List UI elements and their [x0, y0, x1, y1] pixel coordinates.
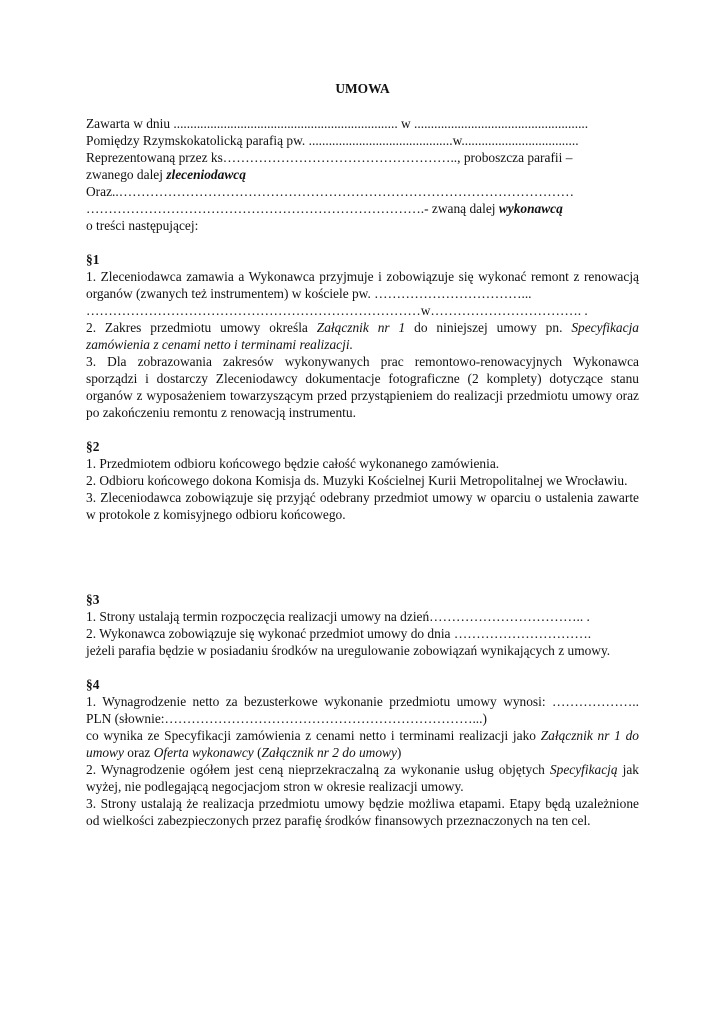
s4-p1-offer: Oferta wykonawcy [153, 745, 254, 760]
s4-p1-paren-open: ( [253, 745, 262, 760]
spacer [86, 523, 639, 574]
section-2-point-2: 2. Odbioru końcowego dokona Komisja ds. Muzyki Kościelnej Kurii Metropolitalnej we Wrocławiu. [86, 473, 628, 488]
section-3-point-2-cont: jeżeli parafia będzie w posiadaniu środków na uregulowanie zobowiązań wynikających z umowy. [86, 643, 611, 658]
section-4-heading: §4 [86, 677, 100, 692]
section-4-point-1-cont [86, 727, 639, 761]
intro-called-text: zwanego dalej [86, 167, 167, 182]
section-1-point-3: 3. Dla zobrazowania zakresów wykonywanych prac remontowo-renowacyjnych Wykonawca sporządzi i dostarczy Zleceniodawcy dokumentacje fotograficzne (2 komplety) dotyczące stanu organów z wyposażeniem towarzyszącym przed przystąpieniem do realizacji przedmiotu umowy oraz po zakończeniu remontu z renowacją instrumentu. [86, 354, 639, 420]
s1-p2-annex: Załącznik nr 1 [316, 320, 406, 335]
s4-p2-spec: Specyfikacją [549, 762, 618, 777]
client-term: zleceniodawcą [166, 167, 246, 182]
intro-date-place: Zawarta w dniu ................................................................... w .................................................... [86, 116, 589, 131]
intro-contractor-text: ………………………………………………………………….- zwaną dalej [86, 201, 499, 216]
intro-and: Oraz..………………………………………………………………………………………… [86, 184, 574, 199]
s4-p1-paren-close: ) [396, 745, 402, 760]
section-1-point-1: 1. Zleceniodawca zamawia a Wykonawca przyjmuje i zobowiązuje się wykonać remont z renowacją organów (zwanych też instrumentem) w kościele pw. ……………………………... [86, 269, 639, 301]
intro-content-following: o treści następującej: [86, 218, 199, 233]
s1-p2-text2: do niniejszej umowy pn. [405, 320, 572, 335]
document-title: UMOWA [335, 81, 390, 96]
section-2-point-3: 3. Zleceniodawca zobowiązuje się przyjąć odebrany przedmiot umowy w oparciu o ustalenia zawarte w protokole z komisyjnego odbioru końcowego. [86, 490, 639, 522]
contractor-term: wykonawcą [498, 201, 563, 216]
intro-represented-by: Reprezentowaną przez ks…………………………………………….., proboszcza parafii – [86, 150, 573, 165]
s4-p1-annex2: Załącznik nr 2 do umowy [261, 745, 397, 760]
s4-p2-text2: jak wyżej, nie podlegającą negocjacjom stron w okresie realizacji umowy. [86, 762, 639, 794]
intro-called-client [86, 166, 639, 183]
section-4-point-3: 3. Strony ustalają że realizacja przedmiotu umowy będzie możliwa etapami. Etapy będą uzależnione od wielkości zabezpieczonych przez parafię środków finansowych przeznaczonych na ten cel. [86, 796, 639, 828]
section-2-heading: §2 [86, 439, 100, 454]
section-2-point-1: 1. Przedmiotem odbioru końcowego będzie całość wykonanego zamówienia. [86, 456, 500, 471]
section-1-heading: §1 [86, 252, 100, 267]
s4-p1-annex1: Załącznik nr 1 do umowy [86, 728, 640, 760]
s1-p2-spec: Specyfikacja zamówienia z cenami netto i terminami realizacji. [86, 320, 639, 352]
section-3-heading: §3 [86, 592, 100, 607]
contract-document [86, 80, 639, 829]
intro-section [86, 115, 639, 234]
section-3-point-1: 1. Strony ustalają termin rozpoczęcia realizacji umowy na dzień…………………………….. . [86, 609, 590, 624]
s4-p2-text: 2. Wynagrodzenie ogółem jest ceną nieprzekraczalną za wykonanie usług objętych [86, 762, 550, 777]
section-1-point-1-cont: …………………………………………………………………w……………………………. . [86, 303, 588, 318]
intro-called-contractor [86, 200, 639, 217]
intro-parish: Pomiędzy Rzymskokatolicką parafią pw. ...........................................w................................... [86, 133, 579, 148]
s1-p2-text: 2. Zakres przedmiotu umowy określa [86, 320, 317, 335]
section-4-point-1: 1. Wynagrodzenie netto za bezusterkowe wykonanie przedmiotu umowy wynosi: ……………….. PLN (słownie:……………………………………………………………...) [86, 694, 639, 726]
section-4-point-2 [86, 761, 639, 795]
section-1-point-2 [86, 319, 639, 353]
s4-p1-text: co wynika ze Specyfikacji zamówienia z cenami netto i terminami realizacji jako [86, 728, 541, 743]
section-3-point-2: 2. Wykonawca zobowiązuje się wykonać przedmiot umowy do dnia …………………………. [86, 626, 592, 641]
s4-p1-and: oraz [123, 745, 154, 760]
